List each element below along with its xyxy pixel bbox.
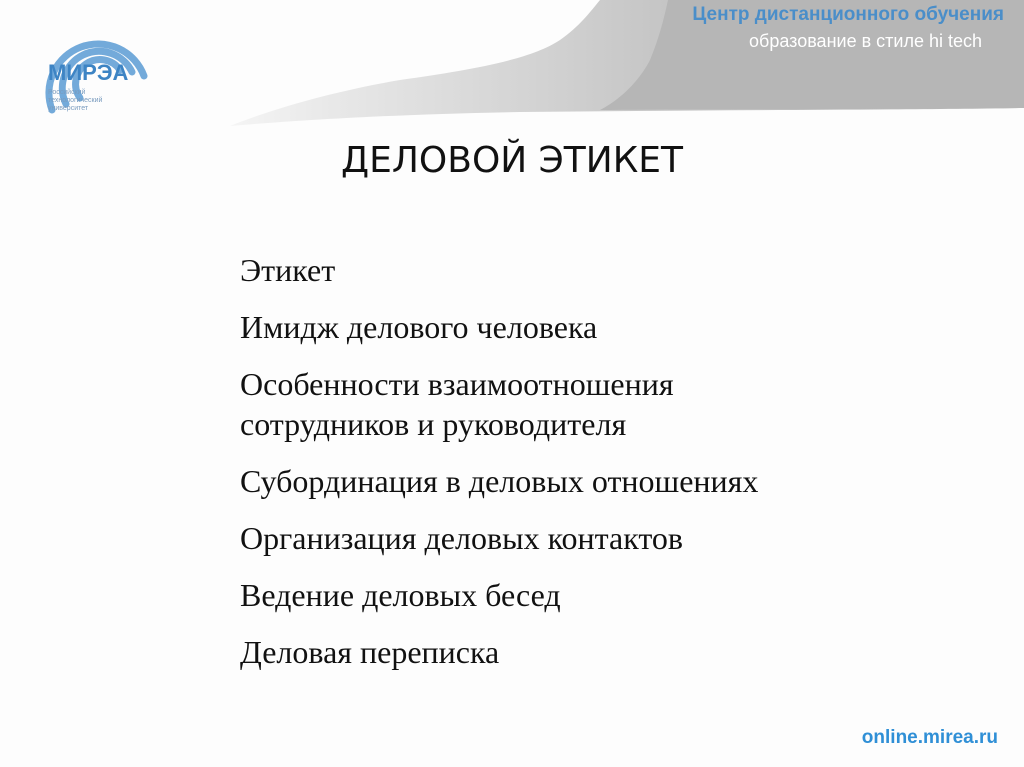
slide-title: ДЕЛОВОЙ ЭТИКЕТ <box>340 140 684 181</box>
topic-list <box>240 250 758 689</box>
topic-item: Имидж делового человека <box>240 309 598 345</box>
topic-item: Этикет <box>240 252 336 288</box>
topic-item: Особенности взаимоотношения сотрудников и руководителя <box>240 366 674 442</box>
topic-item: Организация деловых контактов <box>240 520 683 556</box>
center-subtitle: образование в стиле hi tech <box>749 31 982 51</box>
footer-url[interactable]: online.mirea.ru <box>861 727 998 748</box>
mirea-logo <box>8 6 178 118</box>
topic-item: Ведение деловых бесед <box>240 577 561 613</box>
topic-item: Деловая переписка <box>240 634 500 670</box>
logo-name: МИРЭА <box>48 60 129 85</box>
topic-item: Субординация в деловых отношениях <box>240 463 759 499</box>
center-title: Центр дистанционного обучения <box>692 4 1004 25</box>
logo-caption: Российский технологический университет <box>48 89 103 112</box>
